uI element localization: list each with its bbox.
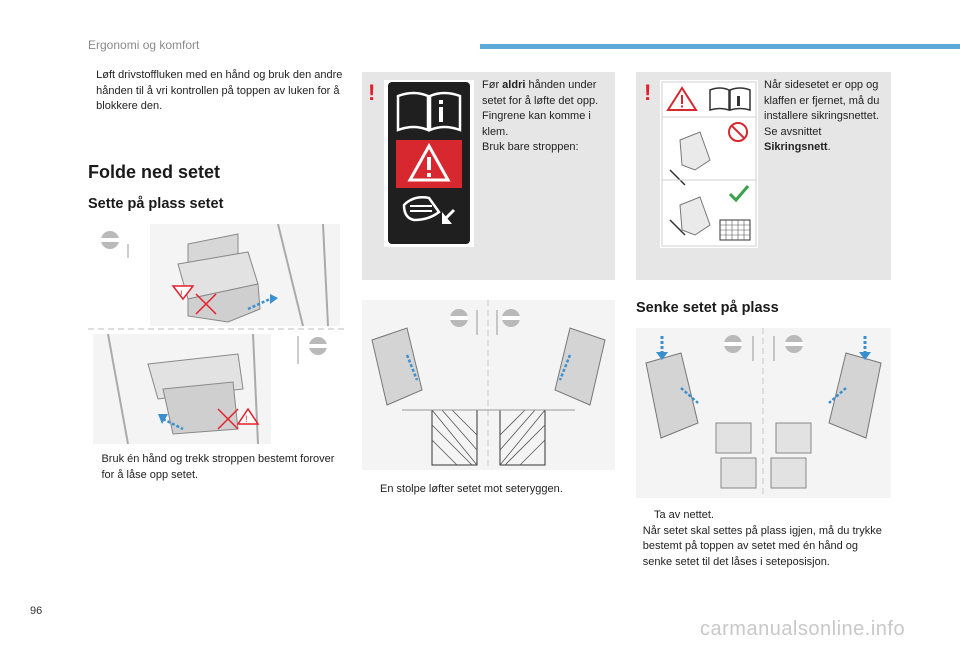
- subsection-title: Sette på plass setet: [88, 196, 224, 212]
- svg-text:!: !: [245, 414, 248, 424]
- bullet-icon: [636, 508, 654, 524]
- bullet-icon: [88, 68, 96, 115]
- steering-wheel-icon: [298, 336, 327, 364]
- warning-net-text: Når sidesetet er opp og klaffen er fjernet, må du installere sikringsnettet.: [764, 79, 880, 122]
- bullet-item: [636, 524, 886, 571]
- right-bullet-2: Når setet skal settes på plass igjen, må du trykke bestemt på toppen av setet med én hånd og senke setet til det låses i seteposisjon.: [642, 524, 882, 568]
- warning-text-bold: aldri: [502, 79, 526, 91]
- svg-text:!: !: [180, 289, 183, 299]
- warning-net-ref-bold: Sikringsnett: [764, 141, 828, 153]
- bullet-icon: [636, 524, 643, 571]
- header-accent-bar: [480, 44, 960, 49]
- warning-text-post: hånden under setet for å løfte det opp. Fingrene kan komme i klem.: [482, 79, 599, 138]
- steering-wheel-icon: [91, 229, 129, 259]
- intro-bullet-text: Løft drivstoffluken med en hånd og bruk den andre hånden til å vri kontrollen på toppen av luken for å blokkere den.: [96, 69, 343, 112]
- warning-text-line2: Bruk bare stroppen:: [482, 141, 579, 153]
- middle-caption-text: En stolpe løfter setet mot seteryggen.: [380, 483, 563, 495]
- bullet-icon: [362, 482, 380, 498]
- watermark: carmanualsonline.info: [700, 618, 906, 640]
- warning-text-net: [764, 78, 886, 156]
- warning-net-ref-pre: Se avsnittet: [764, 125, 822, 138]
- right-bullets: [636, 508, 886, 570]
- warning-text-pre: Før: [482, 79, 503, 91]
- warning-box-strap: [362, 72, 615, 280]
- warning-pictogram-net: [660, 80, 758, 248]
- bullet-icon: [88, 452, 101, 483]
- seat-lift-illustration: [362, 300, 615, 470]
- seat-fold-illustration: [88, 224, 346, 444]
- bullet-item: [636, 508, 886, 524]
- bottom-bullet-text: Bruk én hånd og trekk stroppen bestemt forover for å låse opp setet.: [101, 453, 335, 481]
- running-header: Ergonomi og komfort: [88, 38, 200, 52]
- warning-mark: !: [644, 80, 652, 105]
- subsection-title-lower: Senke setet på plass: [636, 300, 779, 316]
- page-number: 96: [30, 605, 43, 617]
- seat-lower-illustration: [636, 328, 891, 498]
- info-book-icon: [398, 93, 460, 130]
- warning-net-ref-post: .: [827, 141, 831, 153]
- section-title: Folde ned setet: [88, 162, 221, 182]
- intro-bullet: [88, 68, 350, 115]
- warning-pictogram: [384, 80, 474, 247]
- warning-mark: !: [368, 80, 376, 105]
- bottom-bullet: [88, 452, 350, 483]
- middle-caption: [362, 482, 615, 498]
- right-bullet-1: Ta av nettet.: [654, 509, 714, 521]
- warning-text-strap: [482, 78, 608, 156]
- warning-box-net: [636, 72, 891, 280]
